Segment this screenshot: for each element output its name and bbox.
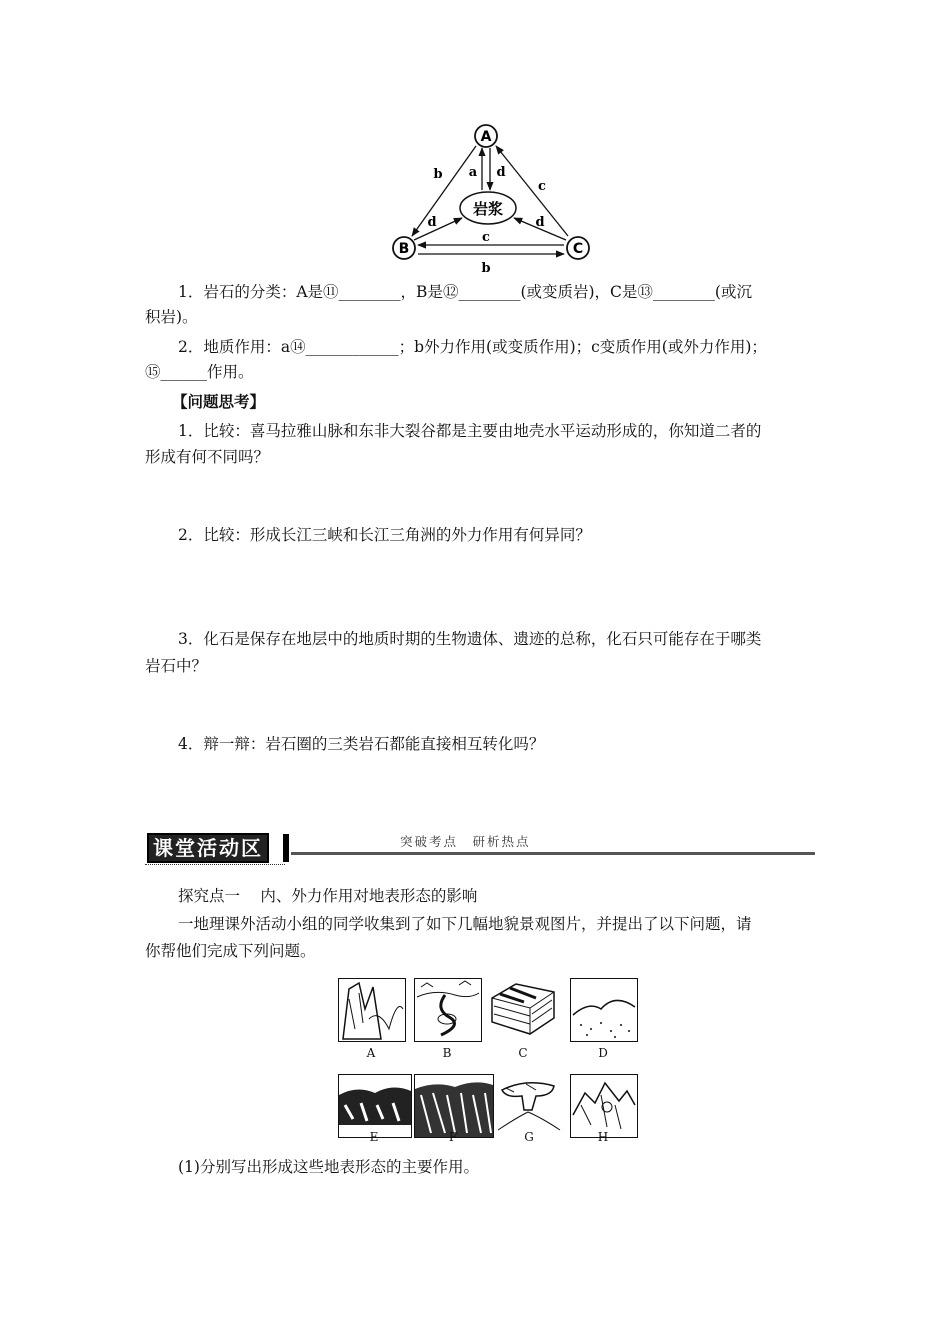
- arrow-a-to-b: [412, 146, 476, 236]
- edge-label-a-magma: a: [468, 165, 478, 180]
- edge-label-b-c: b: [481, 261, 491, 276]
- edge-label-ab: b: [433, 167, 443, 182]
- edge-label-c-b: c: [482, 230, 490, 245]
- landform-image-g: [496, 1074, 562, 1136]
- landform-label-f: F: [448, 1130, 458, 1144]
- magma-label: 岩浆: [472, 200, 504, 218]
- explore-question-1: (1)分别写出形成这些地表形态的主要作用。: [178, 1158, 479, 1176]
- edge-label-magma-a: d: [496, 165, 506, 180]
- node-a-label: A: [480, 129, 492, 145]
- landform-image-c: [490, 978, 556, 1040]
- landform-image-f: [414, 1074, 494, 1138]
- explore-intro-line1: 一地理课外活动小组的同学收集到了如下几幅地貌景观图片，并提出了以下问题，请: [178, 915, 752, 933]
- landform-label-g: G: [524, 1130, 534, 1144]
- landform-image-e: [338, 1074, 412, 1138]
- landform-label-c: C: [518, 1046, 528, 1060]
- landform-image-a: [338, 978, 406, 1042]
- landform-image-d: [570, 978, 638, 1042]
- think-2-line1: 2．比较：形成长江三峡和长江三角洲的外力作用有何异同？: [178, 526, 591, 544]
- banner-rule: [291, 852, 815, 855]
- q2-line1: 2．地质作用：a⑭____________；b外力作用(或变质作用)；c变质作用(或外力作用)；: [178, 338, 767, 356]
- banner-subtitle: 突破考点 研析热点: [400, 834, 531, 849]
- landform-label-h: H: [597, 1130, 609, 1144]
- edge-label-c-magma: d: [535, 215, 545, 230]
- think-1-line2: 形成有何不同吗？: [145, 448, 270, 466]
- landform-image-b: [414, 978, 482, 1042]
- landform-image-h: [570, 1074, 638, 1138]
- section-banner: [145, 830, 815, 866]
- explore-title: 探究点一 内、外力作用对地表形态的影响: [178, 887, 478, 905]
- q1-line1: 1．岩石的分类：A是⑪________，B是⑫________(或变质岩)，C是⑬________(或沉: [178, 283, 752, 301]
- landform-label-e: E: [369, 1130, 379, 1144]
- banner-dotted-rule: [145, 864, 285, 865]
- section-heading: 【问题思考】: [172, 392, 266, 411]
- think-1-line1: 1．比较：喜马拉雅山脉和东非大裂谷都是主要由地壳水平运动形成的，你知道二者的: [178, 422, 762, 440]
- landform-label-a: A: [366, 1046, 376, 1060]
- edge-label-b-magma: d: [427, 215, 437, 230]
- arrow-c-to-a: [496, 146, 568, 236]
- q2-line2: ⑮______作用。: [145, 363, 254, 381]
- banner-bar: [283, 834, 289, 862]
- landform-label-d: D: [598, 1046, 608, 1060]
- node-b-label: B: [398, 241, 410, 257]
- edge-label-ac: c: [538, 179, 546, 194]
- think-3-line2: 岩石中？: [145, 657, 208, 675]
- think-3-line1: 3．化石是保存在地层中的地质时期的生物遗体、遗迹的总称，化石只可能存在于哪类: [178, 630, 762, 648]
- banner-title: 课堂活动区: [147, 833, 269, 863]
- q1-line2: 积岩)。: [145, 308, 198, 326]
- node-c-label: C: [572, 241, 584, 257]
- explore-intro-line2: 你帮他们完成下列问题。: [145, 942, 316, 960]
- think-4-line1: 4．辩一辩：岩石圈的三类岩石都能直接相互转化吗？: [178, 735, 545, 753]
- rock-cycle-diagram: [380, 118, 600, 278]
- arrow-b-to-magma: [414, 218, 462, 240]
- landform-label-b: B: [442, 1046, 452, 1060]
